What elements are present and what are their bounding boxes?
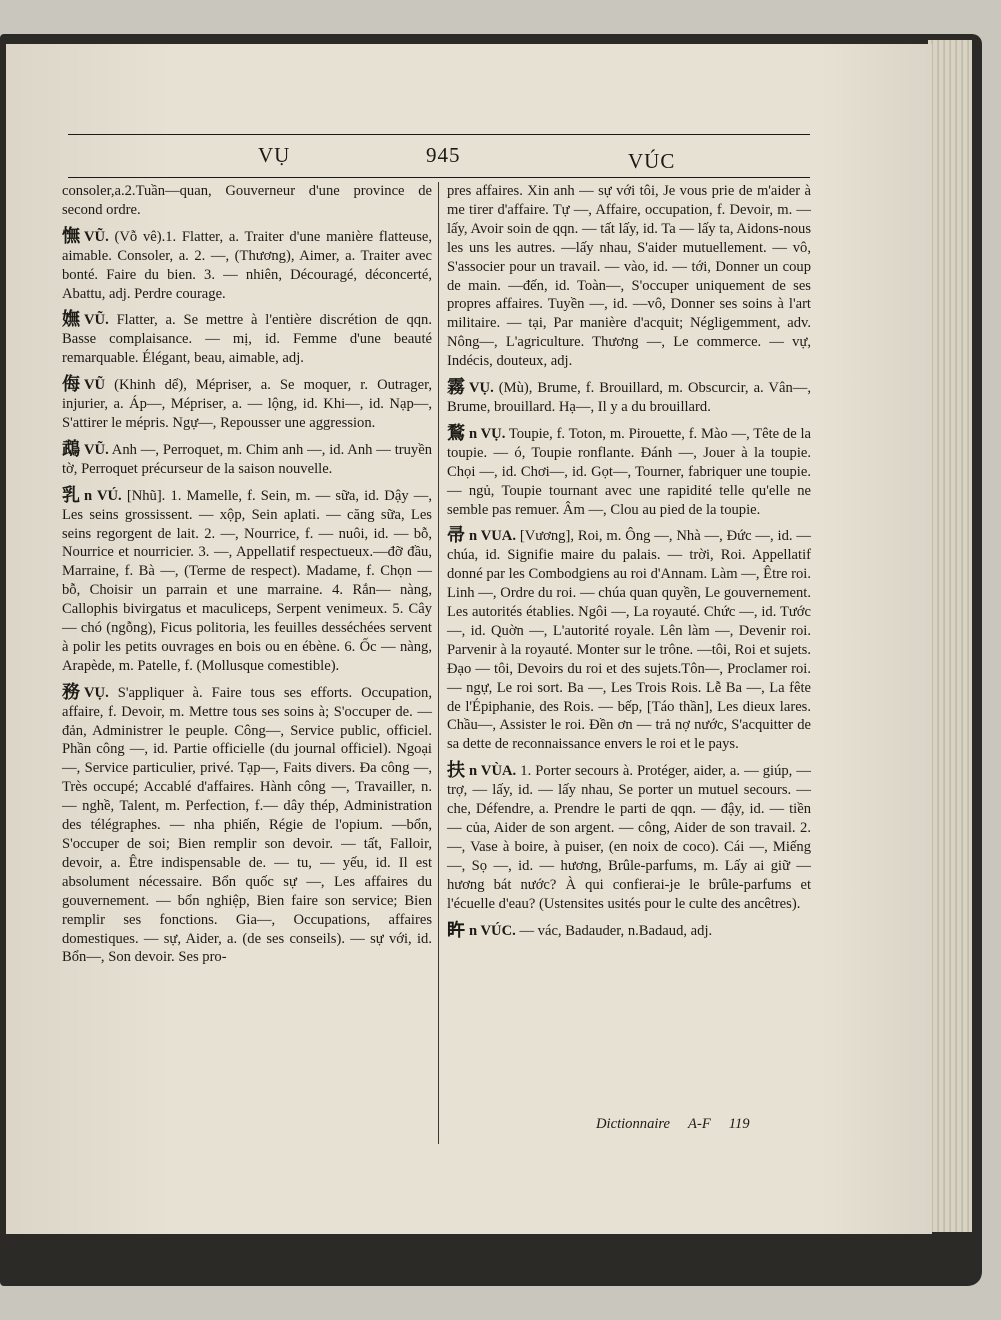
footer-signature: 119 [728, 1116, 750, 1132]
dictionary-entry [447, 182, 811, 371]
dictionary-entry [447, 379, 811, 417]
dictionary-entry [447, 919, 811, 941]
dictionary-entry [447, 527, 811, 754]
page-number: 945 [426, 143, 461, 167]
chinese-character: 扶 [447, 760, 465, 782]
dictionary-entry [447, 762, 811, 913]
entry-headword: n VUA. [469, 528, 516, 545]
dictionary-entry [62, 182, 432, 220]
chinese-character: 𥄭 [447, 919, 465, 941]
entry-text: (Khinh dể), Mépriser, a. Se moquer, r. Outrager, injurier, a. Áp—, Mépriser, a. — lộng, id. Khi—, id. Nạp—, S'attirer le mépris. Ngự—, Repousser une aggression. [62, 377, 433, 431]
entry-headword: VỤ. [84, 684, 109, 701]
footer-signature-line [596, 1116, 768, 1133]
entry-headword: VŨ. [84, 312, 109, 329]
dictionary-entry [62, 484, 432, 676]
footer-sheet: A-F [688, 1116, 711, 1132]
entry-text: (Vỗ vê).1. Flatter, a. Traiter d'une manière flatteuse, aimable. Consoler, a. 2. —, (Thương), Aimer, a. Traiter avec bonté. Faire du bien. 3. — nhiên, Découragé, déconcerté, Abattu, adj. Perdre courage. [62, 228, 432, 302]
entry-text: Toupie, f. Toton, m. Pirouette, f. Mào —, Tête de la toupie. — ó, Toupie ronflante. Đánh —, Jouer à la toupie. Chọi —, id. Chơi—, id. Gọt—, Tourner, fabriquer une toupie. — ngủ, Toupie tournant avec une rapidité telle qu'elle ne semble pas remuer. Âm —, Clou au pied de la toupie. [447, 425, 811, 518]
dictionary-entry [62, 376, 432, 433]
right-column [447, 182, 811, 948]
header-bottom-rule [68, 177, 810, 178]
chinese-character: 侮 [62, 374, 80, 396]
running-header [68, 134, 810, 178]
entry-headword: VŨ. [84, 441, 109, 458]
entry-headword: n VÚ. [84, 487, 122, 504]
column-divider [438, 182, 439, 1144]
entry-text: S'appliquer à. Faire tous ses efforts. Occupation, affaire, f. Devoir, m. Mettre tous ses soins à; S'occuper de. —đản, Administrer le peuple. Công—, Service public, officiel. Phần công —, id. Partie officielle (du journal officiel). Ngoại —, Service particulier, privé. Tạp—, Faits divers. Đa công —, Très occupé; Accablé d'affaires. Hành công —, Travailler, n. — nghề, Talent, m. Perfection, f.— dây thép, Administration des télégraphes. — nha phiến, Régie de l'opium. —bổn, S'occuper de soi; Bien remplir son devoir. — tất, Falloir, devoir, a. Être indispensable de. — tu, — yếu, id. Il est absolument nécessaire. Bổn quốc sự —, Les affaires du gouvernement. — bổn nghiệp, Bien faire son service; Bien remplir ses fonctions. Gia—, Occupations, affaires domestiques. — sự, Aider, a. (de ses conseils). — sự với, id. Bổn—, Son devoir. Ses pro- [62, 684, 432, 966]
entry-text: Flatter, a. Se mettre à l'entière discrétion de qqn. Basse complaisance. — mị, id. Femme d'une beauté remarquable. Élégant, beau, aimable, adj. [62, 312, 432, 367]
dictionary-entry [62, 311, 432, 368]
entry-headword: VỤ. [469, 380, 494, 397]
entry-text: Anh —, Perroquet, m. Chim anh —, id. Anh — truyền tờ, Perroquet précurseur de la saison nouvelle. [62, 441, 432, 477]
page-edges [928, 40, 972, 1232]
entry-headword: n VÙA. [469, 763, 517, 780]
header-right-word: VÚC [628, 149, 676, 173]
chinese-character: 嫵 [62, 309, 80, 331]
entry-text: [Vương], Roi, m. Ông —, Nhà —, Đức —, id. — chúa, id. Signifie maire du palais. — trời, Roi. Appellatif donné par les Combodgiens au roi d'Annam. Làm —, Être roi. Linh —, Ordre du roi. — chúa quan quyền, Le gouvernement. Les autorités établies. Ngôi —, La royauté. Chức —, id. Tước—, id. Quờn —, L'autorité royale. Lên làm —, Devenir roi. Parvenir à la royauté. Monter sur le trône. —tôi, Roi et sujets. Đạo — tôi, Devoirs du roi et des sujets.Tôn—, Proclamer roi. — ngự, Le roi sort. Ba —, Les Trois Rois. Lễ Ba —, La fête de l'Épiphanie, des Rois. — bếp, [Táo thần], Les dieux lares. Chầu—, Assister le roi. Đền ơn — trả nợ nước, S'acquitter de sa dette de reconnaissance envers le roi et le pays. [447, 528, 811, 753]
left-column [62, 182, 432, 975]
entry-headword: VŨ. [84, 228, 109, 245]
chinese-character: 霧 [447, 377, 465, 399]
entry-text: [Nhũ]. 1. Mamelle, f. Sein, m. — sữa, id. Dậy —, Les seins grossissent. — xộp, Sein aplati. — căng sữa, Les seins regorgent de lait. 2. —, Nourrice, f. — nuôi, id. — bỗ, Nourrice et nourricier. 3. —, Appellatif respectueux.—đỡ đầu, Marraine, f. Bà —, (Terme de respect). Madame, f. Chọn — bỗ, Choisir un parrain et une marraine. 4. Rắn— nàng, Callophis bivirgatus et maculiceps, Serpent venimeux. 5. Cây — chó (ngỗng), Ficus politoria, les feuilles desséchées servent à polir les petits ouvrages en bois ou en ébène. 6. Ốc — nàng, Arapède, m. Patelle, f. (Mollusque comestible). [62, 487, 432, 674]
entry-text: pres affaires. Xin anh — sự với tôi, Je vous prie de m'aider à me tirer d'affaire. Tự —, Affaire, occupation, f. Devoir, m. — lấy, Avoir soin de qqn. — tất lấy, id. Ta — lấy ta, Aidons-nous les uns les autres. —lấy nhau, S'aider mutuellement. — vô, S'associer pour un travail. — vào, id. — tới, Donner un coup de main. —đến, id. Toàn—, S'occuper uniquement de ses propres affaires. Tuyền —, id. —vô, Donner ses soins à l'art militaire. — tại, Par manière d'acquit; Négligemment, adv. Nông—, L'agriculture. Thương —, Le commerce. — vự, Indécis, douteux, adj. [447, 183, 811, 370]
header-top-rule [68, 134, 810, 135]
chinese-character: 務 [62, 681, 80, 703]
entry-headword: n VÚC. [469, 922, 516, 939]
chinese-character: 帚 [447, 525, 465, 547]
entry-text: 1. Porter secours à. Protéger, aider, a. — giúp, — trợ, — lấy, id. — lấy nhau, Se porter un mutuel secours. — che, Défendre, a. Prendre le parti de qqn. — đậy, id. — tiền — của, Aider de son argent. — công, Aider de son travail. 2. —, Vase à boire, à puiser, (en noix de coco). Cái —, Miếng —, Sọ —, id. — hương, Brûle-parfums, m. Lấy ai giữ — hương bát nước? À qui confierai-je le brûle-parfums et l'écuelle d'eau? (Ustensites usités pour le culte des ancêtres). [447, 763, 811, 912]
dictionary-entry [62, 438, 432, 479]
entry-text: (Mù), Brume, f. Brouillard, m. Obscurcir, a. Vân—, Brume, brouillard. Hạ—, Il y a du brouillard. [447, 380, 811, 415]
chinese-character: 鵡 [62, 438, 80, 460]
entry-text: consoler,a.2.Tuần—quan, Gouverneur d'une province de second ordre. [62, 183, 432, 218]
chinese-character: 鶩 [447, 422, 465, 444]
chinese-character: 憮 [62, 225, 80, 247]
entry-headword: VŨ [84, 377, 106, 394]
entry-text: — vác, Badauder, n.Badaud, adj. [519, 922, 713, 939]
entry-headword: n VỤ. [469, 425, 506, 442]
dictionary-entry [62, 225, 432, 304]
dictionary-entry [62, 681, 432, 968]
footer-title: Dictionnaire [596, 1116, 671, 1132]
header-left-word: VỤ [258, 143, 291, 167]
chinese-character: 乳 [62, 484, 80, 506]
dictionary-entry [447, 422, 811, 520]
